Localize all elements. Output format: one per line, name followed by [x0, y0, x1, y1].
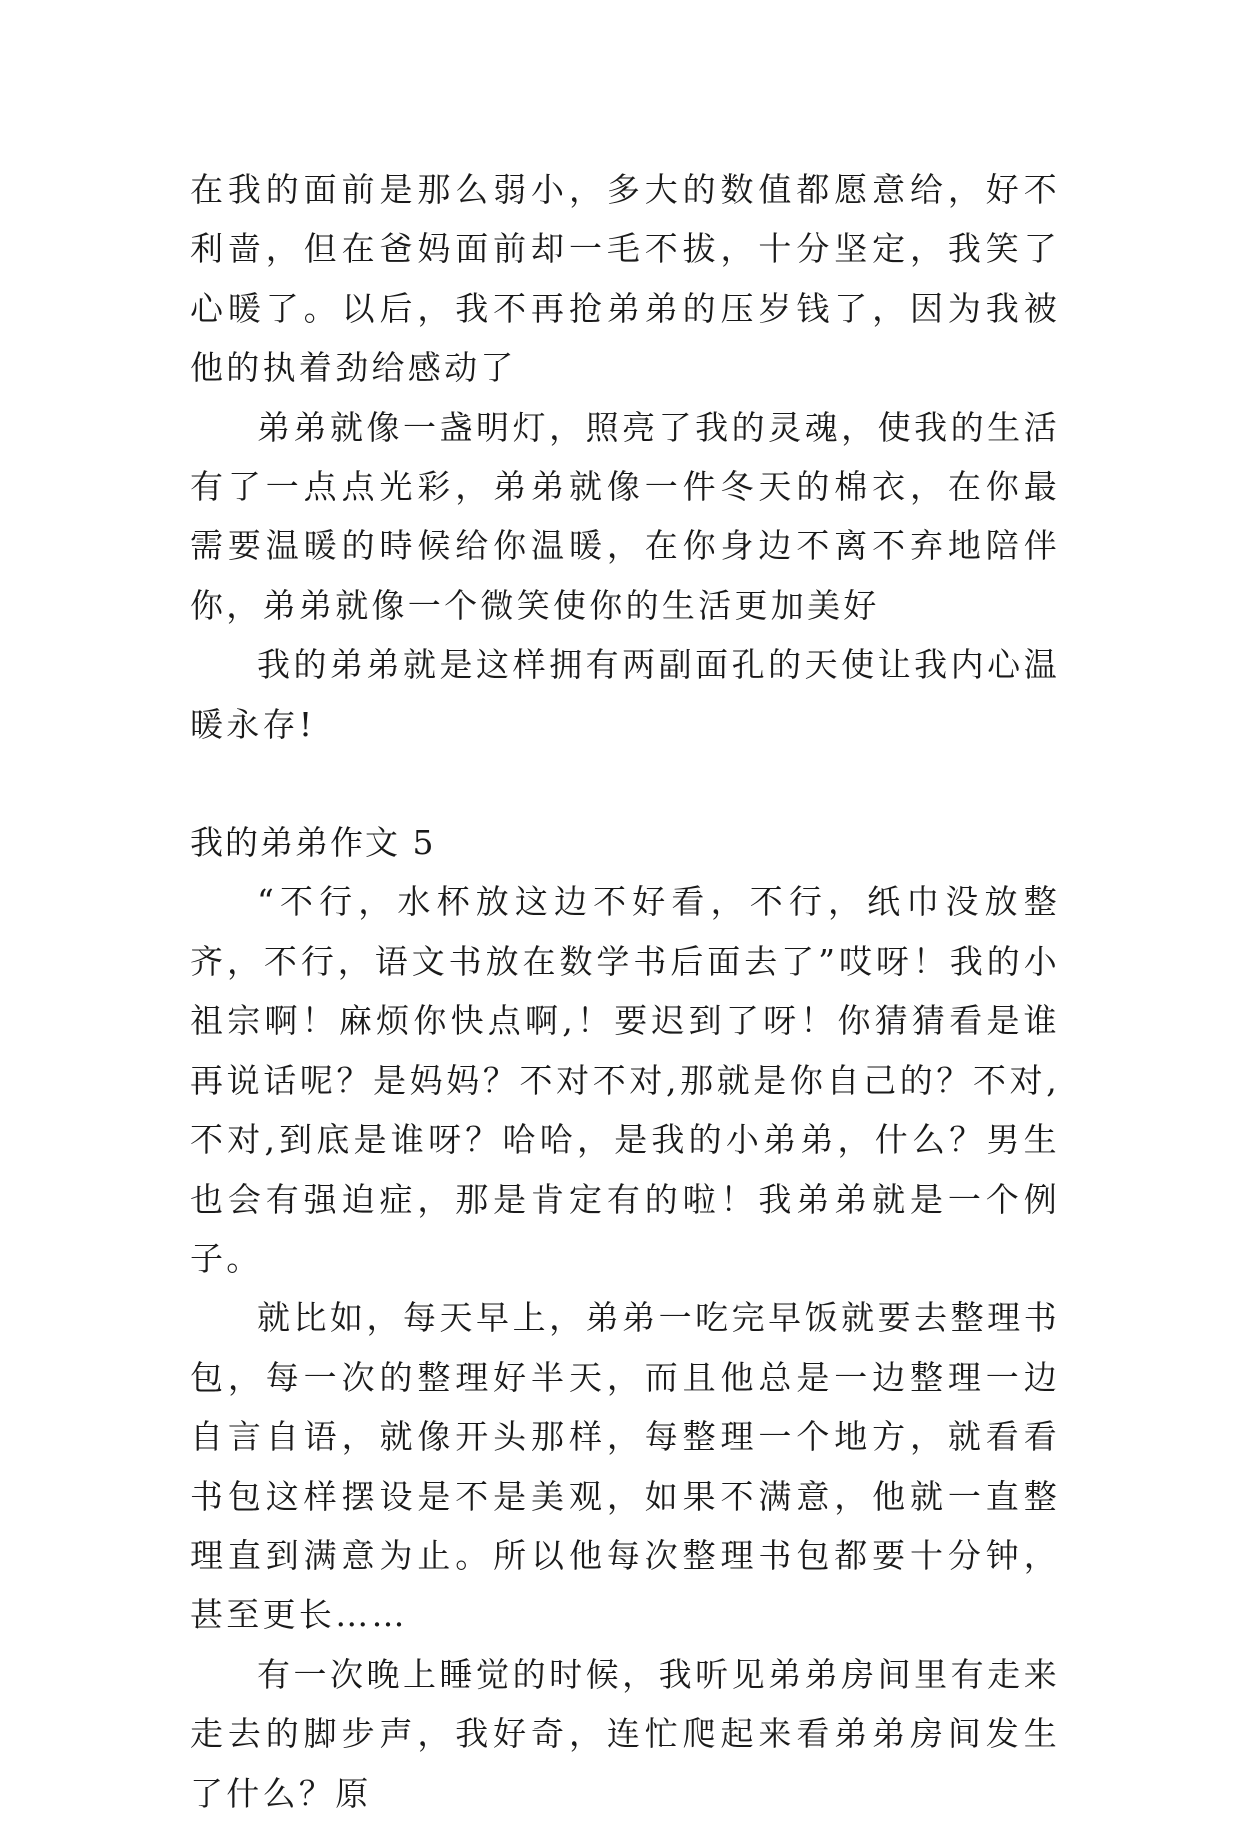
paragraph-4: “不行，水杯放这边不好看，不行，纸巾没放整齐，不行，语文书放在数学书后面去了”哎呀！我的小祖宗啊！麻烦你快点啊,！要迟到了呀！你猜猜看是谁再说话呢？是妈妈？不对不对,那就是你自己的？不对,不对,到底是谁呀？哈哈，是我的小弟弟，什么？男生也会有强迫症，那是肯定有的啦！我弟弟就是一个例子。 [190, 882, 1060, 1278]
paragraph-5: 就比如，每天早上，弟弟一吃完早饭就要去整理书包，每一次的整理好半天，而且他总是一边整理一边自言自语，就像开头那样，每整理一个地方，就看看书包这样摆设是不是美观，如果不满意，他就一直整理直到满意为止。所以他每次整理书包都要十分钟，甚至更长…… [190, 1298, 1060, 1635]
paragraph-6: 有一次晚上睡觉的时候，我听见弟弟房间里有走来走去的脚步声，我好奇，连忙爬起来看弟弟房间发生了什么？原 [190, 1654, 1060, 1813]
section-title: 我的弟弟作文 5 [190, 823, 436, 863]
document-body [190, 160, 1060, 1823]
paragraph-1: 在我的面前是那么弱小，多大的数值都愿意给，好不利啬，但在爸妈面前却一毛不拔，十分坚定，我笑了心暖了。以后，我不再抢弟弟的压岁钱了，因为我被他的执着劲给感动了 [190, 170, 1060, 388]
paragraph-3: 我的弟弟就是这样拥有两副面孔的天使让我内心温暖永存! [190, 645, 1060, 744]
section-gap [190, 754, 1060, 813]
paragraph-2: 弟弟就像一盏明灯，照亮了我的灵魂，使我的生活有了一点点光彩，弟弟就像一件冬天的棉衣，在你最需要温暖的時候给你温暖，在你身边不离不弃地陪伴你，弟弟就像一个微笑使你的生活更加美好 [190, 407, 1060, 625]
